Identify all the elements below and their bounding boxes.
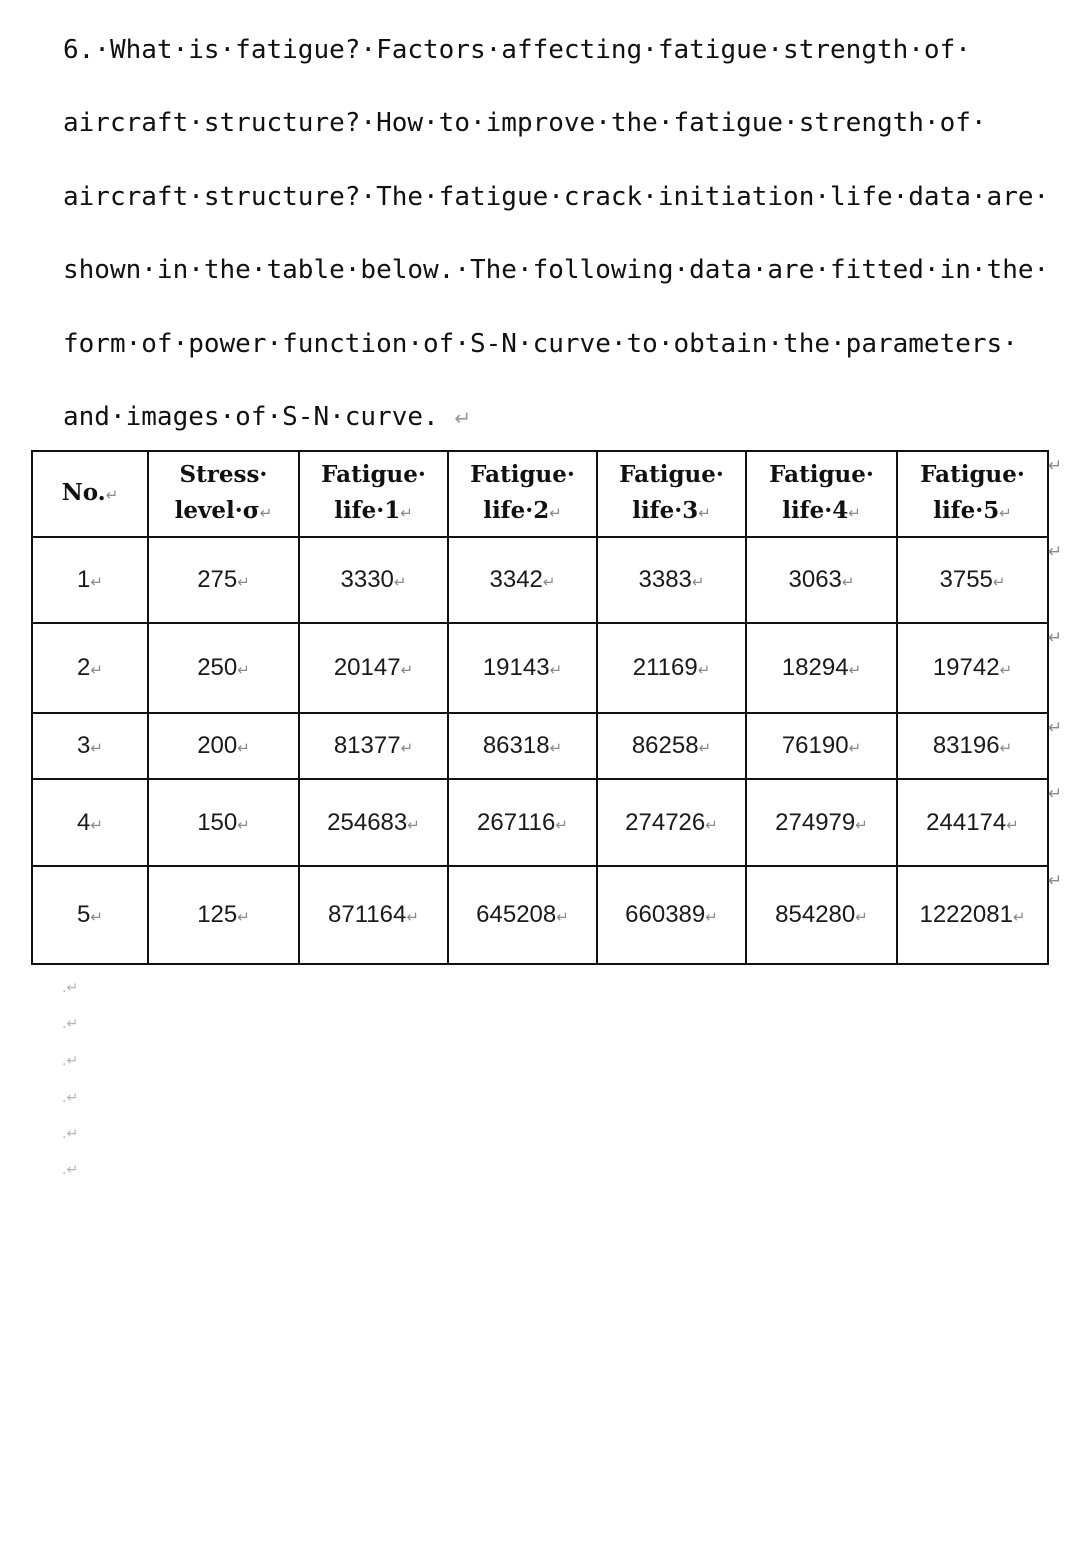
- empty-paragraph-mark-icon: .↵: [62, 1016, 79, 1032]
- header-life1-line1: Fatigue·: [321, 461, 426, 488]
- cell-mark-icon: ↵: [90, 739, 103, 757]
- cell-mark-icon: ↵: [705, 815, 718, 834]
- table-row: [32, 779, 1048, 866]
- cell-mark-icon: ↵: [237, 739, 250, 757]
- header-stress-level: [148, 451, 299, 537]
- cell-value: 274979: [775, 808, 856, 836]
- cell-life-1: [299, 623, 448, 713]
- table-row: [32, 866, 1048, 964]
- cell-no: [32, 779, 148, 866]
- empty-paragraph-mark-icon: .↵: [62, 980, 79, 996]
- cell-value: 3755: [939, 566, 993, 593]
- cell-mark-icon: ↵: [855, 815, 868, 834]
- cell-value: 3: [77, 732, 91, 759]
- cell-life-5: [897, 537, 1048, 623]
- cell-value: 18294: [781, 654, 849, 681]
- empty-paragraph-mark-icon: .↵: [62, 1090, 79, 1106]
- cell-stress: [148, 623, 299, 713]
- cell-life-2: [448, 623, 597, 713]
- cell-mark-icon: ↵: [105, 486, 119, 504]
- cell-life-1: [299, 866, 448, 964]
- header-fatigue-life-3: [597, 451, 746, 537]
- header-fatigue-life-2: [448, 451, 597, 537]
- cell-value: 81377: [333, 732, 401, 759]
- cell-value: 86318: [482, 732, 550, 759]
- cell-mark-icon: ↵: [555, 815, 568, 834]
- row-end-mark-icon: ↵: [1048, 628, 1063, 648]
- cell-stress: [148, 713, 299, 779]
- table-row: [32, 623, 1048, 713]
- cell-life-1: [299, 713, 448, 779]
- row-end-mark-icon: ↵: [1048, 456, 1063, 476]
- row-end-mark-icon: ↵: [1048, 718, 1063, 738]
- empty-paragraph-mark-icon: .↵: [62, 1126, 79, 1142]
- header-life5-line2: life·5: [933, 497, 1000, 524]
- table-row: [32, 713, 1048, 779]
- cell-value: 660389: [625, 901, 706, 928]
- cell-mark-icon: ↵: [549, 739, 563, 757]
- header-life2-line2: life·2: [483, 497, 550, 524]
- cell-mark-icon: ↵: [237, 908, 250, 926]
- cell-no: [32, 623, 148, 713]
- question-line-6-text: and·images·of·S-N·curve.: [63, 401, 439, 432]
- cell-mark-icon: ↵: [691, 573, 705, 591]
- cell-life-4: [746, 623, 897, 713]
- cell-life-2: [448, 779, 597, 866]
- cell-mark-icon: ↵: [400, 504, 413, 522]
- cell-mark-icon: ↵: [90, 908, 103, 926]
- cell-mark-icon: ↵: [542, 573, 556, 591]
- cell-life-4: [746, 537, 897, 623]
- cell-stress: [148, 866, 299, 964]
- cell-mark-icon: ↵: [992, 573, 1006, 591]
- cell-mark-icon: ↵: [848, 504, 861, 522]
- header-fatigue-life-1: [299, 451, 448, 537]
- header-stress-line2: level·σ: [174, 497, 260, 524]
- cell-life-2: [448, 537, 597, 623]
- cell-mark-icon: ↵: [999, 661, 1013, 679]
- cell-value: 1: [77, 566, 91, 593]
- cell-mark-icon: ↵: [1006, 815, 1019, 834]
- cell-mark-icon: ↵: [705, 908, 718, 926]
- cell-life-1: [299, 537, 448, 623]
- cell-life-3: [597, 713, 746, 779]
- header-fatigue-life-4: [746, 451, 897, 537]
- cell-value: 125: [197, 901, 238, 928]
- cell-stress: [148, 779, 299, 866]
- cell-mark-icon: ↵: [237, 815, 250, 834]
- cell-mark-icon: ↵: [237, 661, 250, 679]
- cell-value: 267116: [477, 808, 556, 836]
- header-stress-line1: Stress·: [179, 461, 268, 488]
- cell-life-2: [448, 713, 597, 779]
- cell-mark-icon: ↵: [407, 815, 420, 834]
- row-end-mark-icon: ↵: [1048, 871, 1063, 891]
- cell-life-5: [897, 779, 1048, 866]
- cell-value: 200: [197, 732, 238, 759]
- fatigue-data-table: [31, 450, 1049, 965]
- cell-life-1: [299, 779, 448, 866]
- cell-value: 645208: [476, 901, 557, 928]
- cell-life-3: [597, 779, 746, 866]
- cell-mark-icon: ↵: [1012, 908, 1026, 926]
- cell-value: 5: [77, 901, 91, 928]
- cell-no: [32, 713, 148, 779]
- cell-mark-icon: ↵: [90, 573, 103, 591]
- cell-mark-icon: ↵: [698, 504, 711, 522]
- cell-mark-icon: ↵: [848, 661, 862, 679]
- cell-mark-icon: ↵: [848, 739, 862, 757]
- question-line-3: aircraft·structure?·The·fatigue·crack·initiation·life·data·are·: [63, 181, 1050, 212]
- question-line-2: aircraft·structure?·How·to·improve·the·fatigue·strength·of·: [63, 108, 987, 139]
- cell-mark-icon: ↵: [400, 739, 414, 757]
- header-life4-line2: life·4: [782, 497, 849, 524]
- cell-value: 854280: [775, 901, 856, 928]
- cell-value: 274726: [625, 808, 706, 836]
- cell-value: 250: [197, 654, 238, 681]
- cell-life-4: [746, 779, 897, 866]
- cell-mark-icon: ↵: [90, 815, 103, 834]
- header-life2-line1: Fatigue·: [470, 461, 575, 488]
- cell-life-2: [448, 866, 597, 964]
- cell-value: 76190: [781, 732, 849, 759]
- cell-value: 150: [197, 808, 238, 836]
- cell-mark-icon: ↵: [549, 661, 563, 679]
- header-fatigue-life-5: [897, 451, 1048, 537]
- cell-life-4: [746, 713, 897, 779]
- cell-no: [32, 537, 148, 623]
- cell-mark-icon: ↵: [237, 573, 250, 591]
- header-life5-line1: Fatigue·: [920, 461, 1025, 488]
- cell-mark-icon: ↵: [90, 661, 103, 679]
- cell-value: 3330: [340, 566, 394, 593]
- cell-value: 871164: [328, 901, 407, 928]
- header-no: [32, 451, 148, 537]
- cell-mark-icon: ↵: [556, 908, 569, 926]
- cell-stress: [148, 537, 299, 623]
- cell-mark-icon: ↵: [841, 573, 855, 591]
- cell-life-4: [746, 866, 897, 964]
- cell-value: 83196: [932, 732, 1000, 759]
- row-end-mark-icon: ↵: [1048, 542, 1063, 562]
- cell-value: 3383: [638, 566, 692, 593]
- question-line-6: [63, 381, 1053, 454]
- empty-paragraph-mark-icon: .↵: [62, 1053, 79, 1069]
- paragraph-mark-icon: ↵: [454, 405, 472, 430]
- cell-value: 20147: [333, 654, 401, 681]
- cell-mark-icon: ↵: [697, 661, 711, 679]
- table-row: [32, 537, 1048, 623]
- row-end-mark-icon: ↵: [1048, 784, 1063, 804]
- question-line-5: form·of·power·function·of·S-N·curve·to·obtain·the·parameters·: [63, 328, 1018, 359]
- cell-value: 1222081: [919, 901, 1013, 928]
- cell-life-3: [597, 866, 746, 964]
- cell-value: 4: [77, 808, 91, 836]
- cell-value: 21169: [632, 654, 698, 681]
- cell-life-5: [897, 623, 1048, 713]
- cell-value: 275: [197, 566, 238, 593]
- question-text: [63, 14, 1053, 454]
- cell-value: 19742: [932, 654, 1000, 681]
- cell-value: 19143: [482, 654, 550, 681]
- cell-mark-icon: ↵: [999, 504, 1012, 522]
- cell-mark-icon: ↵: [855, 908, 868, 926]
- cell-life-3: [597, 537, 746, 623]
- cell-no: [32, 866, 148, 964]
- cell-value: 3063: [788, 566, 842, 593]
- cell-value: 254683: [327, 808, 408, 836]
- cell-mark-icon: ↵: [999, 739, 1013, 757]
- cell-mark-icon: ↵: [406, 908, 419, 926]
- header-life3-line2: life·3: [632, 497, 699, 524]
- header-life3-line1: Fatigue·: [619, 461, 724, 488]
- cell-mark-icon: ↵: [400, 661, 414, 679]
- header-life1-line2: life·1: [334, 497, 401, 524]
- cell-mark-icon: ↵: [698, 739, 712, 757]
- cell-life-5: [897, 866, 1048, 964]
- cell-life-3: [597, 623, 746, 713]
- cell-life-5: [897, 713, 1048, 779]
- header-no-label: No.: [61, 479, 106, 506]
- empty-paragraph-mark-icon: .↵: [62, 1162, 79, 1178]
- fatigue-data-table-wrapper: [31, 450, 1049, 965]
- cell-value: 86258: [631, 732, 699, 759]
- cell-mark-icon: ↵: [259, 504, 273, 522]
- question-line-4: shown·in·the·table·below.·The·following·data·are·fitted·in·the·: [63, 255, 1050, 286]
- question-line-1: 6.·What·is·fatigue?·Factors·affecting·fatigue·strength·of·: [63, 35, 971, 65]
- table-header-row: [32, 451, 1048, 537]
- cell-value: 244174: [926, 808, 1007, 836]
- cell-value: 3342: [489, 566, 543, 593]
- header-life4-line1: Fatigue·: [769, 461, 874, 488]
- cell-value: 2: [77, 654, 91, 681]
- cell-mark-icon: ↵: [393, 573, 407, 591]
- cell-mark-icon: ↵: [549, 504, 562, 522]
